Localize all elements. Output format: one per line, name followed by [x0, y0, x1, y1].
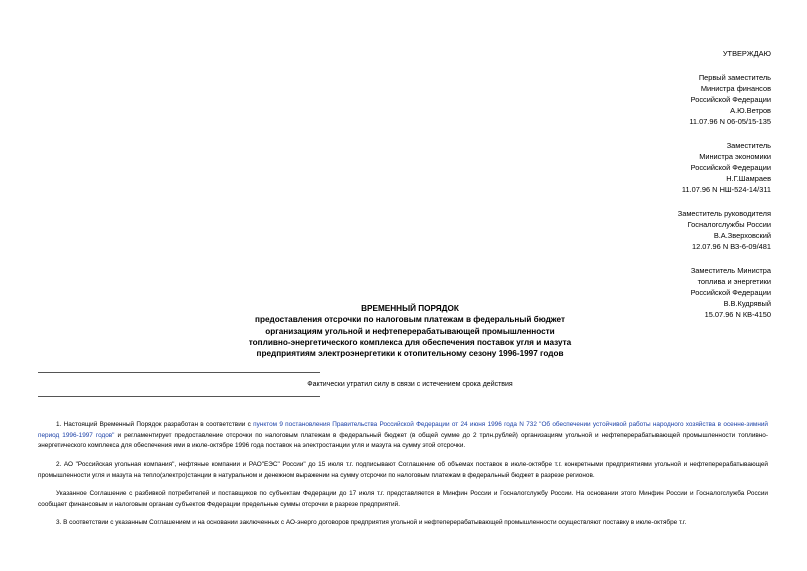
approval-line: Заместитель [726, 141, 771, 150]
approval-line: В.В.Кудрявый [723, 299, 771, 308]
approval-line: Министра экономики [699, 152, 771, 161]
paragraph-text: 1. Настоящий Временный Порядок разработан в соответствии с [56, 421, 251, 428]
approval-line: Госналогслужбы России [687, 220, 771, 229]
approval-block-minfin [551, 72, 771, 127]
approval-line: Российской Федерации [690, 95, 771, 104]
approval-line: 11.07.96 N НШ-524-14/311 [681, 185, 771, 194]
approval-heading: УТВЕРЖДАЮ [722, 49, 771, 58]
paragraph-3: Указанное Соглашение с разбивкой потребителей и поставщиков по субъектам Федерации до 17 июля т.г. представляется в Минфин России и Госналогслужбу России. На основании этого Минфин России и Госналогслужба России сообщает финансовым и налоговым органам субъектов Федерации предельные суммы отсрочки в разрезе предприятий. [38, 490, 768, 508]
approval-line: Российской Федерации [690, 288, 771, 297]
separator-line [38, 372, 320, 373]
status-notice: Фактически утратил силу в связи с истечением срока действия [307, 381, 513, 388]
title-line: предприятиям электроэнергетики к отопительному сезону 1996-1997 годов [256, 349, 564, 359]
paragraph-4: 3. В соответствии с указанным Соглашением и на основании заключенных с АО-энерго договоров предприятия угольной и нефтеперерабатывающей промышленности осуществляют поставку в июле-октябре т.г. [56, 519, 687, 526]
approval-line: Заместитель руководителя [677, 209, 771, 218]
approval-line: Министра финансов [700, 84, 771, 93]
approval-line: 12.07.96 N ВЗ-6-09/481 [692, 242, 771, 251]
approval-section [551, 48, 771, 333]
approval-line: 11.07.96 N 06-05/15-135 [689, 117, 771, 126]
title-line: предоставления отсрочки по налоговым платежам в федеральный бюджет [255, 315, 565, 325]
paragraph-1 [38, 420, 768, 452]
paragraph-2: 2. АО "Российская угольная компания", нефтяные компании и РАО"ЕЭС" России" до 15 июля т.г. подписывают Соглашение об объемах поставок в июле-октябре т.г. конкретными предприятиями угольной и нефтеперерабатывающей промышленности угля и мазута на тепло(электро)станции в натуральном и денежном выражении на сумму отсрочки по налоговым платежам в федеральный бюджет в разрезе регионов. [38, 461, 768, 479]
title-line: топливно-энергетического комплекса для обеспечения поставок угля и мазута [248, 337, 572, 347]
resolution-732-link[interactable]: пунктом 9 постановления Правительства Российской Федерации от 24 июня 1996 года N 732 "Об обеспечении устойчивой работы народного хозяйства в осенне-зимний период 1996-1997 годов" [38, 421, 768, 439]
approval-line: Н.Г.Шамраев [726, 174, 771, 183]
approval-line: Заместитель Министра [690, 266, 771, 275]
approval-line: А.Ю.Ветров [730, 106, 771, 115]
paragraph-text: и регламентирует предоставление отсрочки по налоговым платежам в федеральный бюджет (в общей сумме до 2 трлн.рублей) организациям угольной и нефтеперерабатывающей промышленности топливно-энергетического комплекса для обеспечения ими в июле-октябре 1996 года поставок на электростанции угля и мазута на сумму этой отсрочки. [38, 431, 768, 449]
approval-block-tax-service [551, 208, 771, 252]
approval-line: Российской Федерации [690, 163, 771, 172]
approval-line: В.А.Зверховский [713, 231, 771, 240]
approval-line: Первый заместитель [698, 73, 771, 82]
document-title [150, 303, 670, 359]
separator-line [38, 396, 320, 397]
title-line: ВРЕМЕННЫЙ ПОРЯДОК [361, 304, 459, 313]
approval-block-mineconomy [551, 140, 771, 195]
approval-line: 15.07.96 N КВ-4150 [704, 310, 771, 319]
approval-line: топлива и энергетики [697, 277, 771, 286]
title-line: организациям угольной и нефтеперерабатывающей промышленности [265, 326, 555, 336]
